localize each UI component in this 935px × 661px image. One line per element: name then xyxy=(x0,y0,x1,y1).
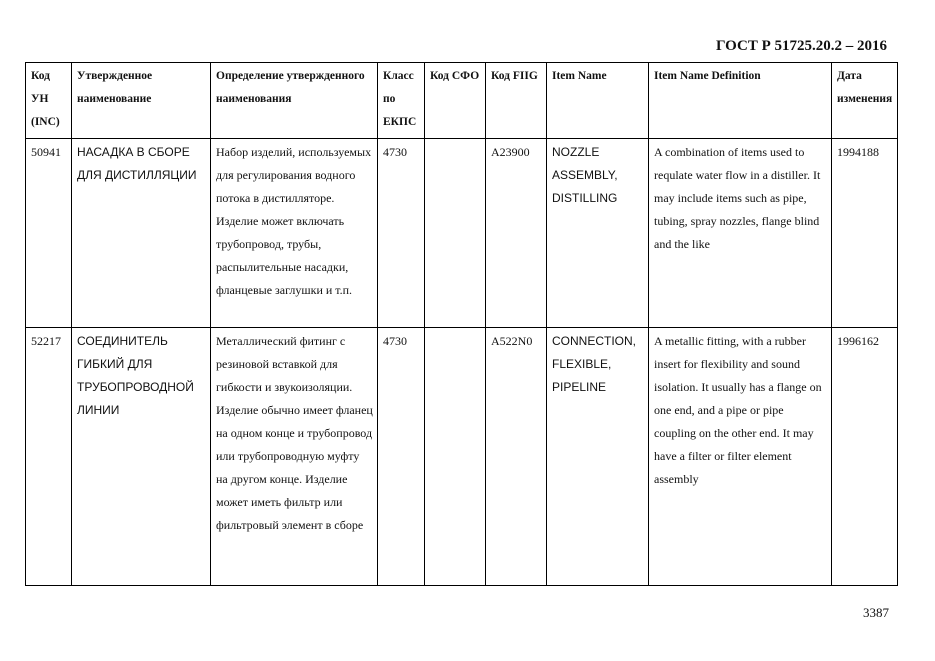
sfo-cell xyxy=(425,139,486,328)
item-names-table xyxy=(25,62,898,586)
approved-name-cell: НАСАДКА В СБОРЕ ДЛЯ ДИСТИЛЛЯЦИИ xyxy=(72,139,211,328)
class-cell: 4730 xyxy=(378,328,425,586)
date-cell: 1996162 xyxy=(832,328,898,586)
table-header-row xyxy=(26,63,898,139)
inc-cell: 52217 xyxy=(26,328,72,586)
item-name-cell: CONNECTION, FLEXIBLE, PIPELINE xyxy=(547,328,649,586)
item-name-cell: NOZZLE ASSEMBLY, DISTILLING xyxy=(547,139,649,328)
fiig-cell: A23900 xyxy=(486,139,547,328)
definition-en-cell: A metallic fitting, with a rubber insert for flexibility and sound isolation. It usually has a flange on one end, and a pipe or pipe coupling on the other end. It may have a filter or filter element assembly xyxy=(649,328,832,586)
table-row xyxy=(26,328,898,586)
column-header: Утвержденное наименование xyxy=(72,63,211,139)
definition-ru-cell: Набор изделий, используемых для регулирования водного потока в дистилляторе. Изделие может включать трубопровод, трубы, распылительные насадки, фланцевые заглушки и т.п. xyxy=(211,139,378,328)
column-header: Определение утвержденного наименования xyxy=(211,63,378,139)
definition-en-cell: A combination of items used to requlate water flow in a distiller. It may include items such as pipe, tubing, spray nozzles, flange blind and the like xyxy=(649,139,832,328)
column-header: Item Name xyxy=(547,63,649,139)
definition-ru-cell: Металлический фитинг с резиновой вставкой для гибкости и звукоизоляции. Изделие обычно имеет фланец на одном конце и трубопровод или трубопроводную муфту на другом конце. Изделие может иметь фильтр или фильтровый элемент в сборе xyxy=(211,328,378,586)
page-number: 3387 xyxy=(863,605,889,620)
column-header: Код УН (INC) xyxy=(26,63,72,139)
fiig-cell: A522N0 xyxy=(486,328,547,586)
class-cell: 4730 xyxy=(378,139,425,328)
approved-name-cell: СОЕДИНИТЕЛЬ ГИБКИЙ ДЛЯ ТРУБОПРОВОДНОЙ ЛИНИИ xyxy=(72,328,211,586)
date-cell: 1994188 xyxy=(832,139,898,328)
table-row xyxy=(26,139,898,328)
column-header: Код FIIG xyxy=(486,63,547,139)
column-header: Дата изменения xyxy=(832,63,898,139)
column-header: Item Name Definition xyxy=(649,63,832,139)
document-standard-title: ГОСТ Р 51725.20.2 – 2016 xyxy=(715,38,887,54)
sfo-cell xyxy=(425,328,486,586)
column-header: Класс по ЕКПС xyxy=(378,63,425,139)
inc-cell: 50941 xyxy=(26,139,72,328)
column-header: Код СФО xyxy=(425,63,486,139)
